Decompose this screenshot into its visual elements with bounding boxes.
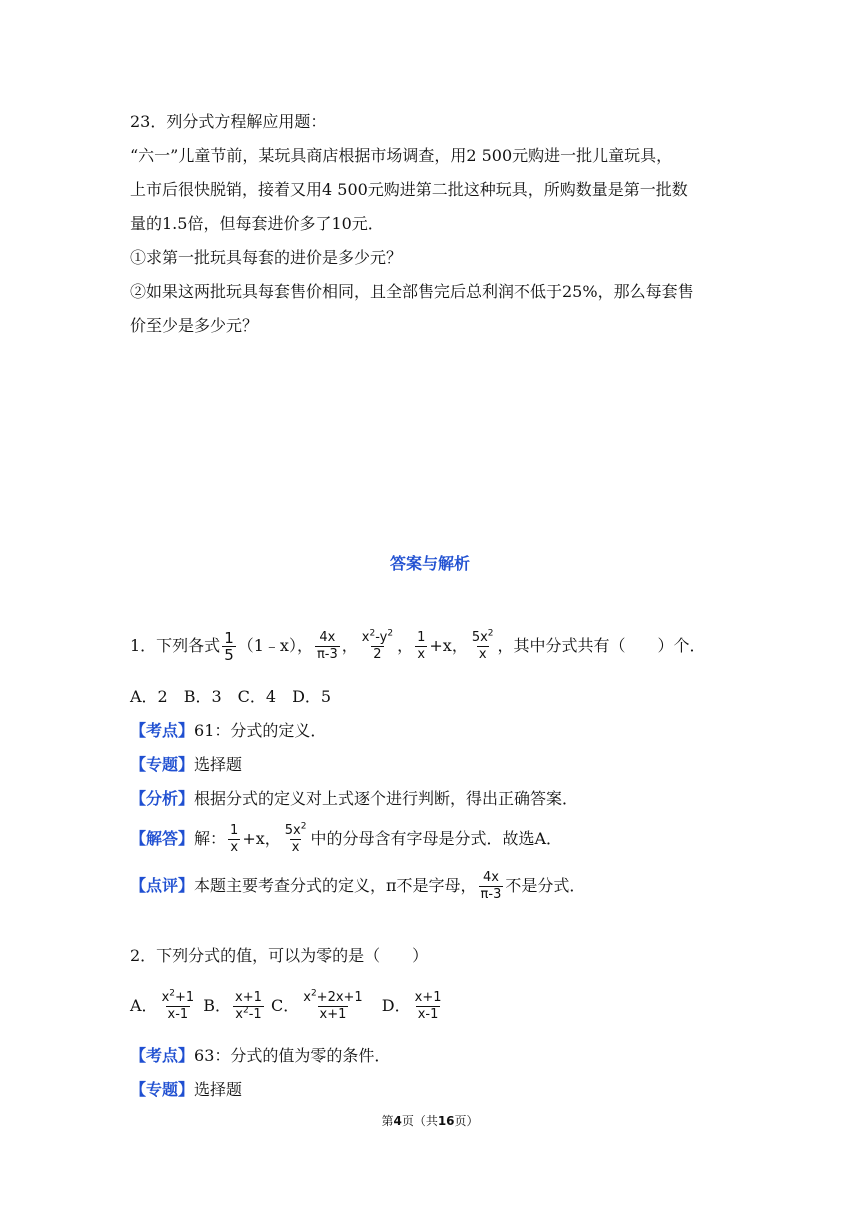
- q1-lead-text: 1．下列各式: [130, 636, 221, 655]
- fraction-1-over-x: $\frac{1}{x}$: [230, 823, 239, 855]
- fraction-x2-y2-over-2: $\frac{x^2-y^2}{2}$: [361, 628, 394, 662]
- q1-fraction-1-tail: （1﹣x），: [237, 636, 313, 655]
- q1-options: A．2 B．3 C．4 D．5: [130, 687, 332, 706]
- option-a-label: A．: [130, 996, 158, 1015]
- option-b-label: B．: [203, 996, 232, 1015]
- kaodian-tag: 【考点】: [130, 721, 195, 740]
- q1-kaodian: 【考点】61：分式的定义．: [130, 721, 327, 740]
- zhuanti-tag: 【专题】: [130, 1080, 195, 1099]
- total-page-count: 16: [437, 1114, 455, 1128]
- fraction-5x2-over-x: $\frac{5x^2}{x}$: [471, 628, 494, 662]
- q2-zhuanti: 【专题】选择题: [130, 1080, 243, 1099]
- option-a-fraction: $\frac{x^2+1}{x-1}$: [161, 988, 195, 1022]
- kaodian-tag: 【考点】: [130, 1046, 195, 1065]
- q1-fenxi: 【分析】根据分式的定义对上式逐个进行判断，得出正确答案．: [130, 789, 579, 808]
- option-c-fraction: $\frac{x^2+2x+1}{x+1}$: [303, 988, 363, 1022]
- q23-paragraph-line-2: 上市后很快脱销，接着又用4 500元购进第二批这种玩具，所购数量是第一批数: [130, 180, 688, 199]
- q23-subquestion-2-line-1: ②如果这两批玩具每套售价相同，且全部售完后总利润不低于25%，那么每套售: [130, 282, 694, 301]
- q23-paragraph-line-1: “六一”儿童节前，某玩具商店根据市场调查，用2 500元购进一批儿童玩具，: [130, 146, 673, 165]
- answers-section-title: 答案与解析: [389, 554, 470, 573]
- q23-subquestion-2-line-2: 价至少是多少元？: [130, 316, 259, 335]
- jieda-tag: 【解答】: [130, 829, 195, 848]
- q23-paragraph-line-3: 量的1.5倍，但每套进价多了10元．: [130, 214, 384, 233]
- option-b-fraction: $\frac{x+1}{x^2-1}$: [235, 990, 262, 1022]
- q2-kaodian: 【考点】63：分式的值为零的条件．: [130, 1046, 391, 1065]
- q1-fraction-4-tail: +x，: [429, 636, 468, 655]
- zhuanti-tag: 【专题】: [130, 755, 195, 774]
- q1-dianping: 【点评】本题主要考查分式的定义，π不是字母， $\frac{4x}{\pi-3}$ 不是分式．: [130, 870, 586, 902]
- q1-zhuanti: 【专题】选择题: [130, 755, 243, 774]
- current-page-number: 4: [393, 1114, 402, 1128]
- fraction-1-over-5: $\frac{1}{5}$: [224, 629, 234, 664]
- q23-subquestion-1: ①求第一批玩具每套的进价是多少元？: [130, 248, 403, 267]
- fenxi-tag: 【分析】: [130, 789, 195, 808]
- option-d-fraction: $\frac{x+1}{x-1}$: [414, 990, 442, 1022]
- q1-stem: 1．下列各式 $\frac{1}{5}$ （1﹣x）， $\frac{4x}{\pi-3}$ ， $\frac{x^2-y^2}{2}$ ， $\frac{1}{x}$ +x， $\frac{5x^2}{x}$ ，其中分式共有（ ）个．: [130, 628, 706, 664]
- page-footer: 第4页（共16页）: [381, 1114, 479, 1128]
- q1-tail-text: ，其中分式共有（ ）个．: [497, 636, 706, 655]
- fraction-4x-over-pi-3: $\frac{4x}{\pi-3}$: [316, 630, 338, 662]
- fraction-1-over-x: $\frac{1}{x}$: [417, 630, 426, 662]
- q2-options: [130, 990, 446, 1023]
- dianping-tag: 【点评】: [130, 876, 195, 895]
- fraction-4x-over-pi-3: $\frac{4x}{\pi-3}$: [480, 870, 502, 902]
- fraction-5x2-over-x: $\frac{5x^2}{x}$: [284, 821, 307, 855]
- q23-title: 23．列分式方程解应用题：: [130, 112, 327, 131]
- option-d-label: D．: [381, 996, 411, 1015]
- q2-stem: 2．下列分式的值，可以为零的是（ ）: [130, 946, 429, 965]
- q1-jieda: 【解答】解： $\frac{1}{x}$ +x， $\frac{5x^2}{x}$ 中的分母含有字母是分式．故选A．: [130, 821, 563, 855]
- option-c-label: C．: [270, 996, 300, 1015]
